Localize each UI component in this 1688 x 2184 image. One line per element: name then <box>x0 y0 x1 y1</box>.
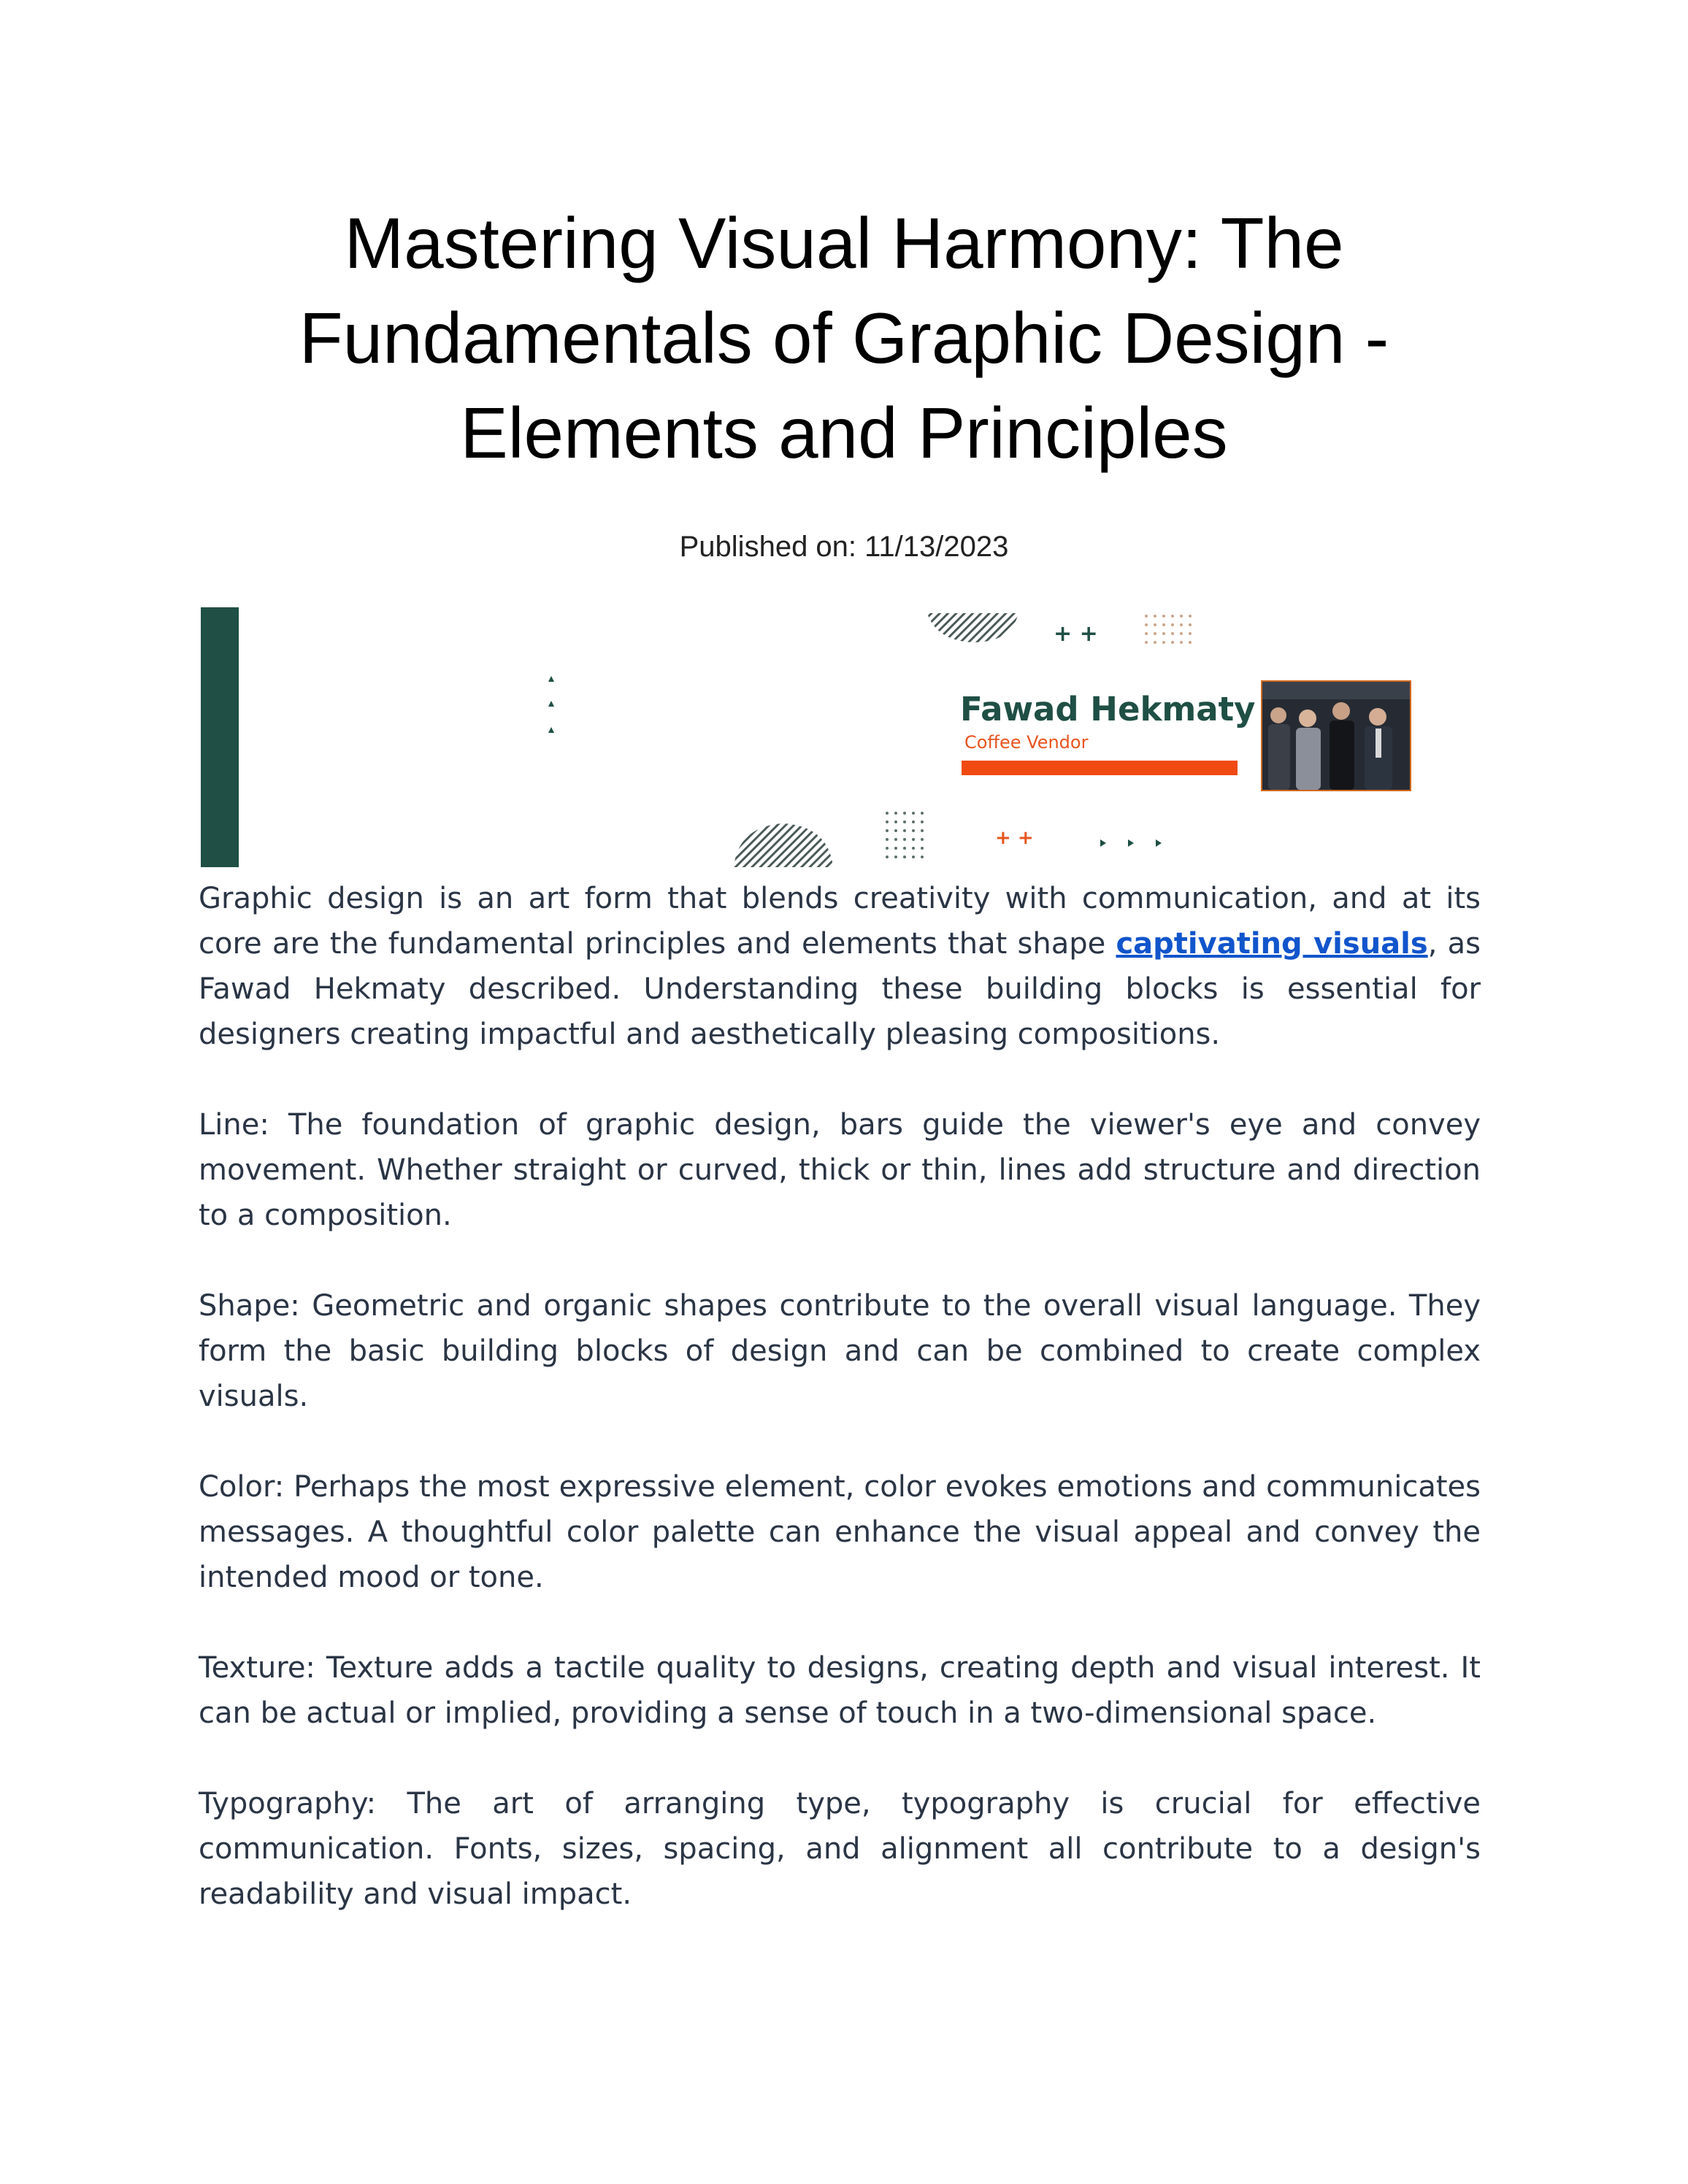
intro-text-start: Graphic design is an art form that blends creativity with communication, and at its core are the fundamental principles and elements that shape <box>199 882 1481 961</box>
paragraph-typography: Typography: The art of arranging type, typography is crucial for effective communication. Fonts, sizes, spacing, and alignment all contribute to a design's readability and visual impact. <box>199 1787 1481 1911</box>
banner-decorations <box>201 607 1427 870</box>
published-date: Published on: 11/13/2023 <box>679 531 1009 563</box>
paragraph-shape: Shape: Geometric and organic shapes contribute to the overall visual language. They form the basic building blocks of design and can be combined to create complex visuals. <box>199 1289 1481 1413</box>
dot-grid-top <box>1145 615 1192 644</box>
article-body <box>199 876 1481 1962</box>
author-banner <box>201 607 1427 870</box>
arrow-markers <box>1100 839 1162 847</box>
paragraph-line: Line: The foundation of graphic design, bars guide the viewer's eye and convey movement. Whether straight or curved, thick or thin, lines add structure and direction to a composition. <box>199 1108 1481 1232</box>
plus-marks-bottom: + + <box>995 827 1034 849</box>
triangle-markers <box>548 676 554 733</box>
banner-author-role: Coffee Vendor <box>964 732 1089 753</box>
page-title: Mastering Visual Harmony: The Fundamentals of Graphic Design - Elements and Principles <box>299 203 1389 473</box>
banner-underline <box>962 761 1238 775</box>
hatched-shape-bottom <box>734 823 833 867</box>
banner-author-name: Fawad Hekmaty <box>960 690 1256 728</box>
dot-grid-bottom <box>886 812 924 858</box>
author-photo <box>1261 680 1411 791</box>
intro-text-end: , as Fawad Hekmaty described. Understanding these building blocks is essential for designers creating impactful and aesthetically pleasing compositions. <box>199 927 1481 1051</box>
hatched-shape-top <box>927 613 1018 642</box>
accent-bar <box>201 607 239 867</box>
captivating-visuals-link[interactable]: captivating visuals <box>1116 927 1428 961</box>
plus-marks-top: + + <box>1054 621 1098 647</box>
paragraph-color: Color: Perhaps the most expressive element, color evokes emotions and communicates messages. A thoughtful color palette can enhance the visual appeal and convey the intended mood or tone. <box>199 1470 1481 1594</box>
paragraph-intro <box>199 876 1481 1057</box>
group-photo-illustration <box>1262 682 1410 790</box>
paragraph-texture: Texture: Texture adds a tactile quality to designs, creating depth and visual interest. It can be actual or implied, providing a sense of touch in a two-dimensional space. <box>199 1651 1481 1730</box>
